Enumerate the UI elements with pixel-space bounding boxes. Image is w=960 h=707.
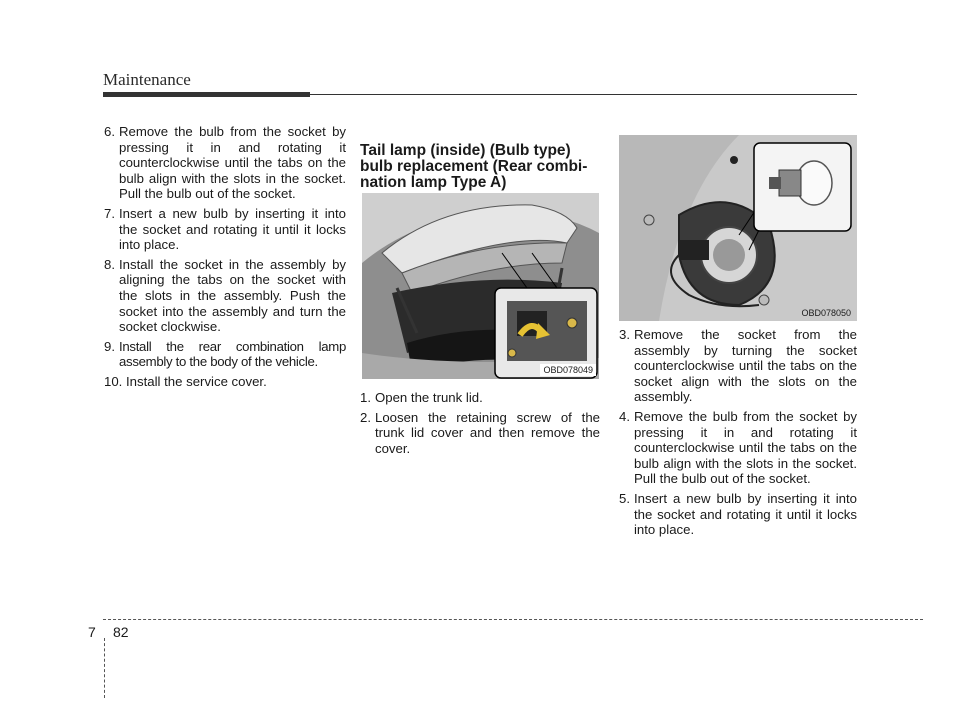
steps-list-1 bbox=[104, 124, 346, 390]
step-number: 5. bbox=[619, 490, 630, 506]
socket-illustration bbox=[619, 135, 857, 321]
step-9 bbox=[104, 339, 346, 370]
step-10 bbox=[104, 374, 346, 390]
chapter-number: 7 bbox=[88, 624, 96, 640]
step-number: 4. bbox=[619, 408, 630, 424]
footer-divider-line bbox=[104, 638, 105, 698]
step-2 bbox=[360, 410, 600, 457]
step-text: Loosen the retaining screw of the trunk lid cover and then remove the cover. bbox=[375, 409, 600, 456]
step-text: Remove the socket from the assembly by turning the socket counterclockwise until the tabs on the socket align with the slots on the assembly. bbox=[634, 327, 857, 405]
header-rule-thin bbox=[310, 94, 857, 95]
footer-rule bbox=[103, 619, 923, 620]
step-4 bbox=[619, 409, 857, 487]
step-text: Remove the bulb from the socket by pressing it in and rotating it counterclockwise until the tabs on the bulb align with the slots in the socket. Pull the bulb out of the socket. bbox=[634, 408, 857, 487]
socket-illustration-svg bbox=[619, 135, 857, 321]
step-7 bbox=[104, 206, 346, 253]
step-text: Open the trunk lid. bbox=[375, 390, 483, 405]
figure-label: OBD078049 bbox=[540, 364, 596, 376]
header-rule-thick bbox=[103, 92, 310, 97]
page-header-title: Maintenance bbox=[103, 70, 191, 89]
step-number: 3. bbox=[619, 327, 630, 342]
column-3 bbox=[619, 327, 857, 542]
steps-list-3 bbox=[619, 327, 857, 538]
step-number: 1. bbox=[360, 390, 371, 405]
step-text: Remove the bulb from the socket by pressing it in and rotating it counterclockwise until the tabs on the bulb align with the slots in the socket. Pull the bulb out of the socket. bbox=[119, 124, 346, 202]
page-number: 82 bbox=[113, 624, 129, 640]
step-6 bbox=[104, 124, 346, 202]
step-5 bbox=[619, 491, 857, 538]
step-text: Install the socket in the assembly by aligning the tabs on the socket with the slots in the assembly. Push the socket into the assembly and turn the socket clockwise. bbox=[119, 256, 346, 335]
trunk-open-illustration bbox=[362, 193, 599, 379]
step-text: Install the rear combination lamp assembly to the body of the vehicle. bbox=[119, 338, 346, 370]
section-heading: Tail lamp (inside) (Bulb type) bulb replacement (Rear combi-nation lamp Type A) bbox=[360, 142, 588, 191]
step-text: Install the service cover. bbox=[126, 373, 267, 389]
trunk-illustration-svg bbox=[362, 193, 599, 379]
step-8 bbox=[104, 257, 346, 335]
step-3 bbox=[619, 327, 857, 405]
step-text: Insert a new bulb by inserting it into the socket and rotating it until it locks into place. bbox=[634, 490, 857, 538]
step-number: 6. bbox=[104, 124, 115, 139]
step-number: 7. bbox=[104, 205, 115, 221]
column-1 bbox=[104, 124, 346, 394]
step-text: Insert a new bulb by inserting it into the socket and rotating it until it locks into place. bbox=[119, 205, 346, 253]
steps-list-2 bbox=[360, 390, 600, 460]
step-number: 9. bbox=[104, 338, 115, 354]
figure-label: OBD078050 bbox=[801, 308, 851, 318]
step-1 bbox=[360, 390, 600, 406]
step-number: 10. bbox=[104, 373, 123, 389]
step-number: 8. bbox=[104, 256, 115, 272]
step-number: 2. bbox=[360, 409, 371, 425]
